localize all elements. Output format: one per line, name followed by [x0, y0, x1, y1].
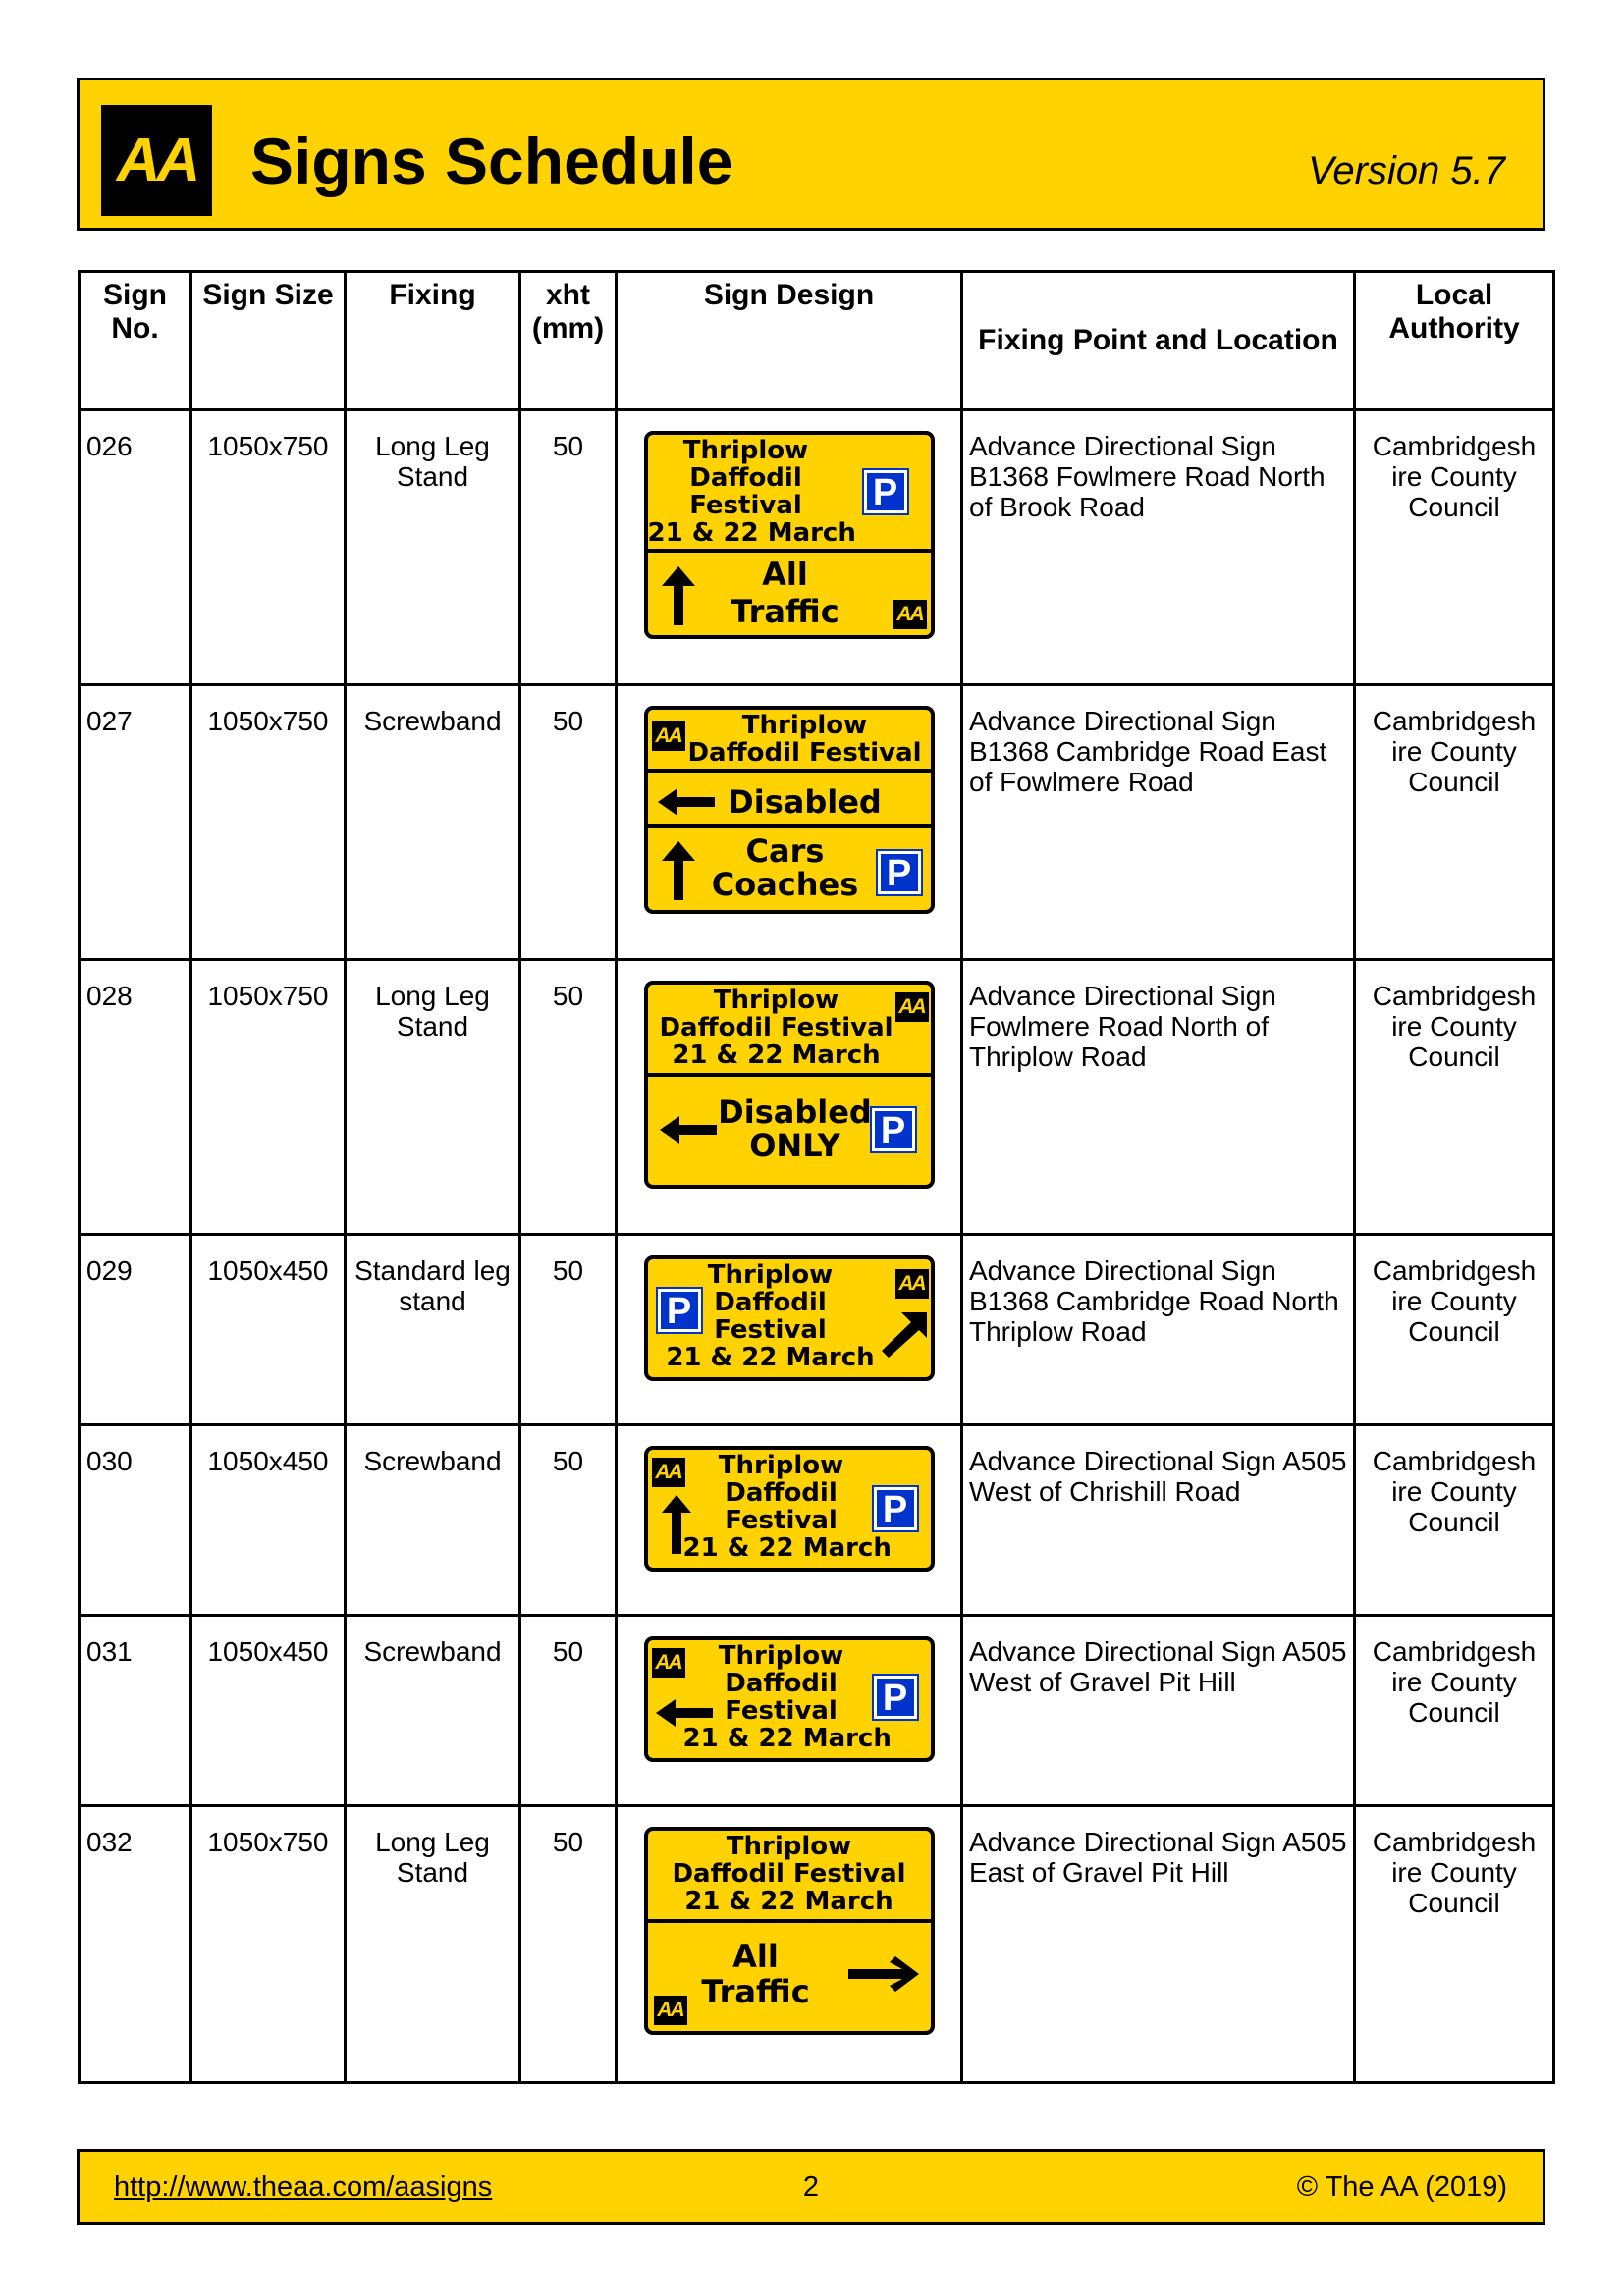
road-sign — [644, 431, 935, 639]
col-local-authority: Local Authority — [1355, 272, 1554, 410]
col-sign-design: Sign Design — [617, 272, 962, 410]
local-authority: Cambridgesh ire County Council — [1355, 1616, 1554, 1806]
copyright: © The AA (2019) — [1296, 2171, 1507, 2203]
aa-mark-icon: AA — [652, 1648, 685, 1678]
sign-line: Disabled — [718, 1094, 872, 1131]
sign-line: Festival — [725, 1696, 838, 1726]
local-authority: Cambridgesh ire County Council — [1355, 410, 1554, 685]
table-row — [80, 1425, 1554, 1616]
arrow-up-right-icon — [882, 1312, 927, 1358]
parking-icon: P — [658, 1289, 701, 1332]
parking-icon: P — [878, 851, 921, 894]
sign-no: 030 — [80, 1425, 191, 1616]
xht: 50 — [520, 1806, 617, 2083]
xht: 50 — [520, 1616, 617, 1806]
sign-line: Festival — [714, 1315, 827, 1345]
road-sign — [644, 1827, 935, 2035]
sign-line: Disabled — [728, 783, 882, 821]
table-row — [80, 685, 1554, 960]
sign-line: Daffodil Festival — [672, 1859, 906, 1889]
sign-design-cell — [617, 1806, 962, 2083]
sign-size: 1050x750 — [191, 960, 346, 1235]
sign-no: 029 — [80, 1235, 191, 1425]
local-authority: Cambridgesh ire County Council — [1355, 960, 1554, 1235]
sign-line: Traffic — [731, 593, 839, 630]
sign-line: Festival — [689, 491, 802, 520]
fixing: Long Leg Stand — [346, 1806, 520, 2083]
sign-line: 21 & 22 March — [666, 1343, 875, 1372]
sign-design-cell — [617, 1616, 962, 1806]
sign-design-cell — [617, 960, 962, 1235]
signs-schedule-table — [78, 270, 1555, 2084]
sign-line: Daffodil — [714, 1288, 827, 1317]
table-row — [80, 1235, 1554, 1425]
xht: 50 — [520, 410, 617, 685]
fixing-location: Advance Directional Sign A505 West of Gravel Pit Hill — [962, 1616, 1355, 1806]
sign-line: Thriplow — [741, 711, 868, 740]
version-label: Version 5.7 — [1308, 149, 1505, 192]
fixing-location: Advance Directional Sign B1368 Cambridge Road North Thriplow Road — [962, 1235, 1355, 1425]
col-fixing-point: Fixing Point and Location — [962, 272, 1355, 410]
fixing-location: Advance Directional Sign B1368 Fowlmere Road North of Brook Road — [962, 410, 1355, 685]
aa-mark-icon: AA — [652, 1458, 685, 1487]
col-xht: xht (mm) — [520, 272, 617, 410]
aa-mark-icon: AA — [652, 721, 685, 751]
sign-line: Thriplow — [713, 986, 839, 1015]
fixing-location: Advance Directional Sign A505 West of Chrishill Road — [962, 1425, 1355, 1616]
sign-design-cell — [617, 1235, 962, 1425]
aa-mark-icon: AA — [895, 992, 929, 1022]
local-authority: Cambridgesh ire County Council — [1355, 685, 1554, 960]
table-row — [80, 1806, 1554, 2083]
sign-line: 21 & 22 March — [647, 518, 856, 548]
road-sign — [644, 1446, 935, 1572]
fixing-location: Advance Directional Sign B1368 Cambridge Road East of Fowlmere Road — [962, 685, 1355, 960]
sign-line: 21 & 22 March — [682, 1724, 892, 1753]
sign-size: 1050x450 — [191, 1425, 346, 1616]
col-sign-no: Sign No. — [80, 272, 191, 410]
sign-size: 1050x450 — [191, 1616, 346, 1806]
xht: 50 — [520, 960, 617, 1235]
aa-mark-icon: AA — [895, 1269, 929, 1299]
road-sign — [644, 1636, 935, 1762]
xht: 50 — [520, 1425, 617, 1616]
xht: 50 — [520, 1235, 617, 1425]
sign-line: Thriplow — [718, 1641, 844, 1671]
sign-design-cell — [617, 685, 962, 960]
arrow-right-icon — [848, 1956, 919, 1992]
parking-icon: P — [872, 1108, 915, 1151]
fixing: Standard leg stand — [346, 1235, 520, 1425]
aa-mark-icon: AA — [893, 600, 927, 629]
sign-line: Daffodil — [725, 1669, 838, 1698]
sign-line: Traffic — [701, 1973, 810, 2010]
table-header-row — [80, 272, 1554, 410]
sign-no: 028 — [80, 960, 191, 1235]
road-sign — [644, 706, 935, 914]
sign-design-cell — [617, 410, 962, 685]
sign-size: 1050x750 — [191, 685, 346, 960]
page-title: Signs Schedule — [250, 125, 733, 197]
fixing: Long Leg Stand — [346, 960, 520, 1235]
fixing: Screwband — [346, 1616, 520, 1806]
sign-line: Thriplow — [682, 436, 809, 465]
local-authority: Cambridgesh ire County Council — [1355, 1235, 1554, 1425]
sign-size: 1050x750 — [191, 410, 346, 685]
fixing: Screwband — [346, 1425, 520, 1616]
aa-logo-text: AA — [116, 127, 197, 194]
sign-size: 1050x450 — [191, 1235, 346, 1425]
sign-line: Daffodil — [725, 1478, 838, 1508]
fixing-location: Advance Directional Sign A505 East of Gravel Pit Hill — [962, 1806, 1355, 2083]
sign-line: Coaches — [711, 866, 859, 903]
parking-icon: P — [874, 1487, 917, 1530]
sign-design-cell — [617, 1425, 962, 1616]
sign-line: 21 & 22 March — [682, 1533, 892, 1563]
aa-mark-icon: AA — [654, 1996, 687, 2025]
table-row — [80, 410, 1554, 685]
sign-size: 1050x750 — [191, 1806, 346, 2083]
sign-no: 026 — [80, 410, 191, 685]
sign-line: Festival — [725, 1506, 838, 1535]
header-banner — [77, 78, 1545, 231]
road-sign — [644, 1255, 935, 1381]
xht: 50 — [520, 685, 617, 960]
table-row — [80, 960, 1554, 1235]
sign-line: Thriplow — [707, 1260, 834, 1290]
sign-line: All — [732, 1938, 779, 1975]
sign-no: 027 — [80, 685, 191, 960]
sign-line: Daffodil — [689, 463, 802, 493]
sign-no: 031 — [80, 1616, 191, 1806]
sign-line: All — [762, 556, 808, 593]
page-number: 2 — [802, 2171, 820, 2203]
local-authority: Cambridgesh ire County Council — [1355, 1806, 1554, 2083]
aa-logo — [101, 105, 212, 216]
footer-banner — [77, 2149, 1545, 2225]
sign-line: 21 & 22 March — [672, 1041, 881, 1070]
sign-line: Thriplow — [726, 1832, 852, 1861]
fixing: Long Leg Stand — [346, 410, 520, 685]
col-fixing: Fixing — [346, 272, 520, 410]
table-row — [80, 1616, 1554, 1806]
sign-line: 21 & 22 March — [684, 1887, 893, 1916]
sign-line: Daffodil Festival — [687, 738, 922, 768]
parking-icon: P — [864, 470, 907, 513]
road-sign — [644, 981, 935, 1189]
fixing: Screwband — [346, 685, 520, 960]
sign-line: Daffodil Festival — [659, 1013, 893, 1042]
parking-icon: P — [874, 1676, 917, 1719]
col-sign-size: Sign Size — [191, 272, 346, 410]
sign-line: Thriplow — [718, 1451, 844, 1480]
sign-no: 032 — [80, 1806, 191, 2083]
local-authority: Cambridgesh ire County Council — [1355, 1425, 1554, 1616]
sign-line: ONLY — [749, 1127, 840, 1164]
fixing-location: Advance Directional Sign Fowlmere Road North of Thriplow Road — [962, 960, 1355, 1235]
aa-signs-link[interactable]: http://www.theaa.com/aasigns — [114, 2171, 493, 2203]
sign-line: Cars — [745, 832, 825, 870]
